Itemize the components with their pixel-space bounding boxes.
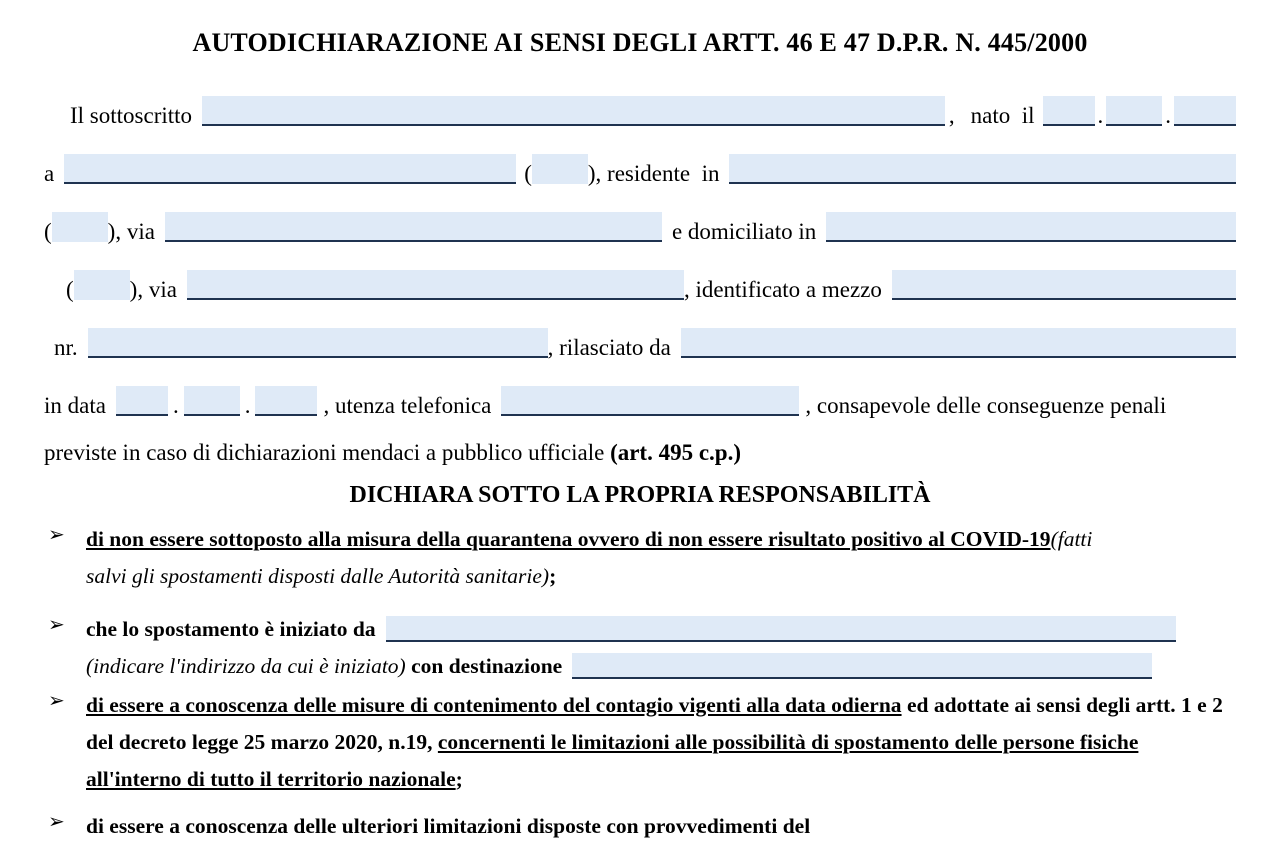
item3-part3: concernenti le limitazioni alle possibilità di spostamento delle persone fisiche all'interno di tutto il territorio nazionale	[86, 729, 1139, 791]
form-line-3	[44, 208, 1236, 242]
list-item-1	[44, 521, 1236, 595]
input-nome-cognome[interactable]	[202, 96, 945, 126]
form-line-4	[44, 266, 1236, 300]
form-line-5	[44, 324, 1236, 358]
list-item-2	[44, 611, 1236, 648]
label-domiciliato-in: e domiciliato in	[671, 219, 817, 244]
text-previste-in-caso: previste in caso di dichiarazioni mendaci a pubblico ufficiale	[44, 440, 611, 465]
form-line-6	[44, 382, 1236, 416]
form-line-2	[44, 150, 1236, 184]
label-via-4: ), via	[129, 277, 177, 302]
label-paren-open-2: (	[524, 161, 532, 186]
item3-part2: ed adottate ai sensi degli artt. 1 e 2 del decreto legge 25 marzo 2020, n.19,	[86, 692, 1223, 754]
item1-italic-continued: salvi gli spostamenti disposti dalle Autorità sanitarie)	[86, 563, 550, 588]
date-separator-3: .	[172, 393, 179, 418]
input-via-domicilio[interactable]	[187, 270, 684, 300]
list-item-1-text	[86, 521, 1236, 595]
input-provincia-nascita[interactable]	[532, 154, 588, 184]
label-a: a	[44, 161, 55, 186]
declaration-heading: DICHIARA SOTTO LA PROPRIA RESPONSABILITÀ	[349, 482, 931, 508]
item1-italic-open: (fatti	[1050, 527, 1093, 551]
item2-hint-indicare-indirizzo: (indicare l'indirizzo da cui è iniziato)	[86, 653, 406, 678]
list-item-3-text	[86, 687, 1236, 798]
list-item-4-text	[86, 808, 1236, 845]
date-separator-1: .	[1097, 103, 1104, 128]
arrow-bullet-icon: ➢	[48, 808, 65, 833]
input-documento-numero[interactable]	[88, 328, 548, 358]
label-nr: nr.	[54, 335, 78, 360]
input-nascita-mese[interactable]	[1106, 96, 1162, 126]
label-paren-open-3: (	[44, 219, 52, 244]
label-identificato-a-mezzo: , identificato a mezzo	[683, 277, 882, 302]
label-utenza-telefonica: , utenza telefonica	[323, 393, 492, 418]
list-item-4	[44, 808, 1236, 838]
list-spacer-1	[44, 595, 1236, 611]
list-item-3	[44, 687, 1236, 798]
form-line-1	[44, 92, 1236, 126]
input-luogo-nascita[interactable]	[64, 154, 516, 184]
date-separator-2: .	[1165, 103, 1171, 128]
item2-label-spostamento-iniziato: che lo spostamento è iniziato da	[86, 616, 376, 641]
input-nascita-giorno[interactable]	[1043, 96, 1095, 126]
input-indirizzo-destinazione[interactable]	[572, 653, 1152, 679]
item2-label-con-destinazione: con destinazione	[405, 653, 563, 678]
input-rilascio-mese[interactable]	[184, 386, 240, 416]
item4-text: di essere a conoscenza delle ulteriori limitazioni disposte con provvedimenti del	[86, 813, 811, 838]
page-title: AUTODICHIARAZIONE AI SENSI DEGLI ARTT. 46 E 47 D.P.R. N. 445/2000	[192, 28, 1088, 57]
list-item-2-subline	[44, 648, 1236, 685]
input-comune-residenza[interactable]	[729, 154, 1236, 184]
input-rilascio-giorno[interactable]	[116, 386, 168, 416]
text-art-495-cp: (art. 495 c.p.)	[610, 440, 741, 465]
label-rilasciato-da: , rilasciato da	[547, 335, 671, 360]
label-paren-open-4: (	[66, 277, 74, 302]
item3-part1: di essere a conoscenza delle misure di contenimento del contagio vigenti alla data odierna	[86, 692, 902, 717]
input-provincia-residenza[interactable]	[52, 212, 108, 242]
label-residente-in: ), residente in	[587, 161, 720, 186]
item3-part4: ;	[455, 766, 463, 791]
label-in-data: in data	[44, 393, 106, 418]
form-line-7	[0, 440, 1280, 466]
label-consapevole: , consapevole delle conseguenze penali	[805, 393, 1167, 418]
arrow-bullet-icon: ➢	[48, 687, 65, 712]
label-comma-1: ,	[948, 103, 955, 128]
input-provincia-domicilio[interactable]	[74, 270, 130, 300]
label-nato-il: nato il	[970, 103, 1035, 128]
label-via-3: ), via	[107, 219, 155, 244]
input-nascita-anno[interactable]	[1174, 96, 1236, 126]
input-indirizzo-partenza[interactable]	[386, 616, 1176, 642]
input-documento-rilasciato-da[interactable]	[681, 328, 1236, 358]
list-item-2-text	[86, 611, 1236, 648]
input-rilascio-anno[interactable]	[255, 386, 317, 416]
input-comune-domicilio[interactable]	[826, 212, 1236, 242]
item1-semicolon: ;	[549, 563, 557, 588]
item1-main-text: di non essere sottoposto alla misura della quarantena ovvero di non essere risultato positivo al COVID-19	[86, 527, 1051, 551]
arrow-bullet-icon: ➢	[48, 611, 65, 636]
input-utenza-telefonica[interactable]	[501, 386, 799, 416]
arrow-bullet-icon: ➢	[48, 522, 65, 546]
input-via-residenza[interactable]	[165, 212, 662, 242]
input-documento-tipo[interactable]	[892, 270, 1236, 300]
label-il-sottoscritto: Il sottoscritto	[70, 103, 193, 128]
declaration-list	[0, 521, 1280, 838]
form-fields-section	[0, 92, 1280, 416]
date-separator-4: .	[244, 393, 251, 418]
